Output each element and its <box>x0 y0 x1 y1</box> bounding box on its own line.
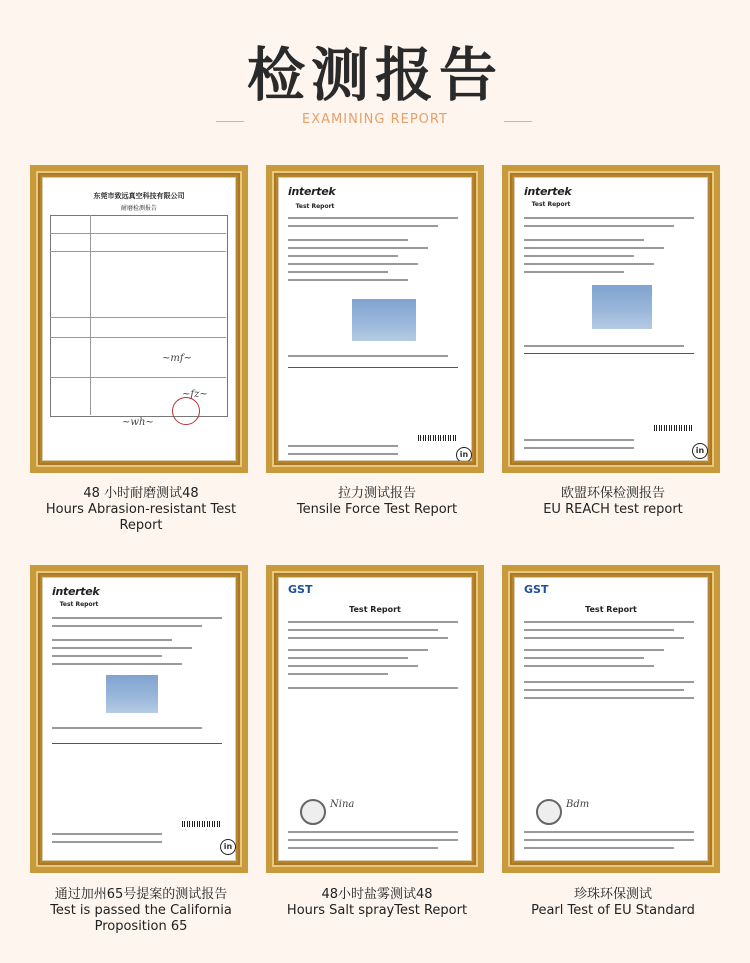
in-badge-icon: in <box>456 447 472 461</box>
sample-photo <box>592 285 652 329</box>
certificate-doc-title: Test Report <box>59 601 99 608</box>
certificate-doc-title: Test Report <box>531 201 571 208</box>
seal-stamp-icon <box>536 799 562 825</box>
intertek-logo: intertek <box>524 185 572 198</box>
certificate-document <box>278 577 472 861</box>
certificate-doc-title: Test Report <box>585 605 637 614</box>
page-subtitle: EXAMINING REPORT <box>302 112 448 127</box>
report-caption: 欧盟环保检测报告 EU REACH test report <box>543 486 683 517</box>
certificate-document <box>514 177 708 461</box>
certificate-frame[interactable] <box>30 165 248 473</box>
certificate-document <box>278 177 472 461</box>
report-caption: 珍珠环保测试 Pearl Test of EU Standard <box>531 887 695 918</box>
sample-photo <box>106 675 158 713</box>
seal-stamp-icon <box>300 799 326 825</box>
certificate-doc-title: Test Report <box>349 605 401 614</box>
certificate-frame[interactable] <box>30 565 248 873</box>
certificate-document <box>514 577 708 861</box>
report-caption: 通过加州65号提案的测试报告 Test is passed the California Proposition 65 <box>50 887 232 934</box>
barcode <box>654 425 694 431</box>
certificate-document <box>42 177 236 461</box>
report-caption: 拉力测试报告 Tensile Force Test Report <box>296 486 458 517</box>
handwritten-signature: ~wh~ <box>122 417 154 428</box>
certificate-document <box>42 577 236 861</box>
report-caption: 48小时盐雾测试48 Hours Salt sprayTest Report <box>286 887 468 918</box>
in-badge-icon: in <box>692 443 708 459</box>
report-caption: 48 小时耐磨测试48 Hours Abrasion-resistant Test Report <box>45 486 237 533</box>
certificate-doc-title: 耐磨检测报告 <box>120 205 157 212</box>
certificate-doc-title: Test Report <box>295 203 335 210</box>
gst-logo: GST <box>288 583 313 596</box>
gst-logo: GST <box>524 583 549 596</box>
page-title: 检测报告 <box>246 41 503 109</box>
certificate-frame[interactable] <box>266 165 484 473</box>
certificate-frame[interactable] <box>266 565 484 873</box>
seal-stamp-icon <box>172 397 200 425</box>
in-badge-icon: in <box>220 839 236 855</box>
handwritten-signature: Bdm <box>566 799 590 810</box>
handwritten-signature: ~mf~ <box>162 353 192 364</box>
intertek-logo: intertek <box>52 585 100 598</box>
subtitle-row <box>0 112 750 132</box>
sample-photo <box>352 299 416 341</box>
intertek-logo: intertek <box>288 185 336 198</box>
handwritten-signature: Nina <box>330 799 355 810</box>
form-table <box>50 215 228 417</box>
barcode <box>418 435 458 441</box>
certificate-frame[interactable] <box>502 165 720 473</box>
certificate-org: 东莞市致远真空科技有限公司 <box>93 192 185 200</box>
barcode <box>182 821 222 827</box>
divider <box>504 121 532 122</box>
handwritten-signature: ~fz~ <box>182 389 208 400</box>
certificate-frame[interactable] <box>502 565 720 873</box>
